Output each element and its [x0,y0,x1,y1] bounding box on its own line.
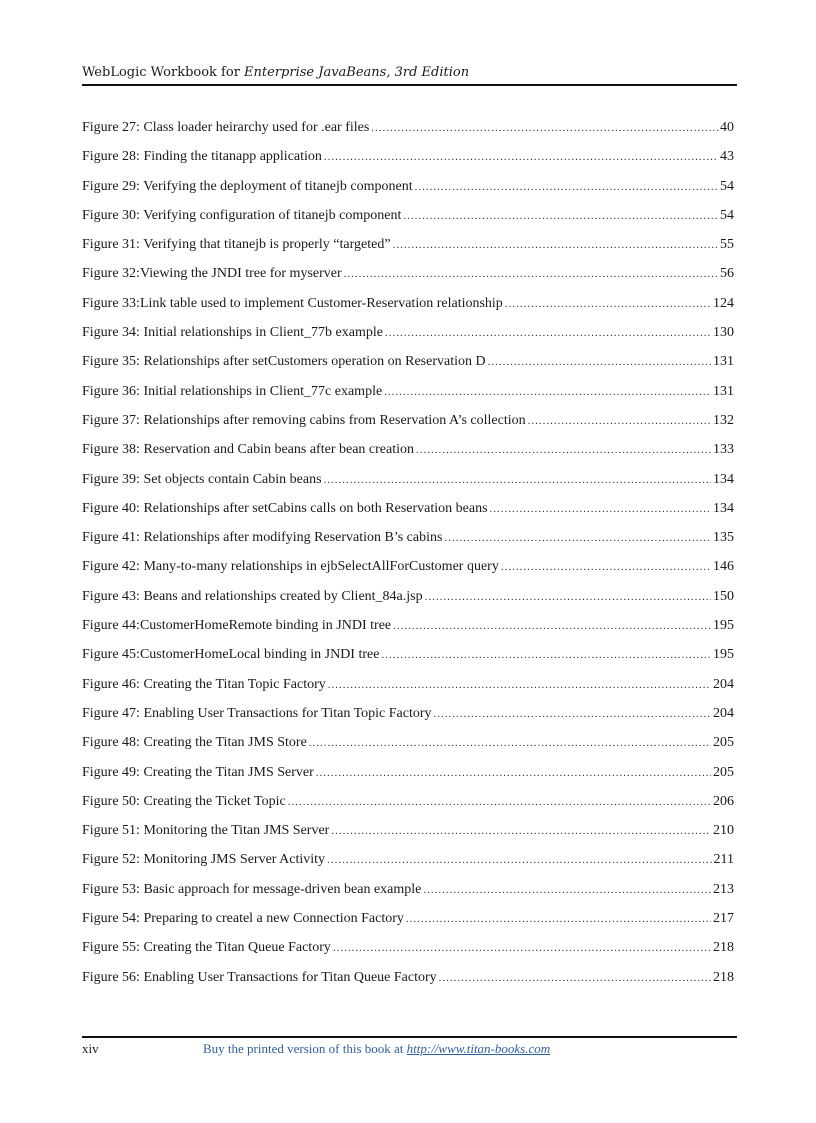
dot-leader [316,767,711,779]
toc-entry-page: 195 [713,618,734,634]
dot-leader [425,591,711,603]
toc-entry-label: Figure 45:CustomerHomeLocal binding in JNDI tree [82,647,380,663]
toc-entry-page: 40 [720,120,734,135]
toc-entry-label: Figure 38: Reservation and Cabin beans after bean creation [82,442,414,458]
toc-entry-label: Figure 32:Viewing the JNDI tree for myserver [82,266,342,282]
toc-entry-label: Figure 44:CustomerHomeRemote binding in JNDI tree [82,618,392,634]
dot-leader [415,181,718,193]
toc-entry[interactable] [82,296,734,325]
toc-entry-label: Figure 43: Beans and relationships created by Client_84a.jsp [82,588,423,604]
dot-leader [384,386,711,398]
toc-entry-label: Figure 28: Finding the titanapp application [82,149,322,165]
toc-entry-page: 206 [713,793,734,809]
dot-leader [309,737,711,749]
dot-leader [490,503,711,515]
toc-entry-label: Figure 40: Relationships after setCabins calls on both Reservation beans [82,500,488,516]
toc-entry-label: Figure 36: Initial relationships in Client_77c example [82,383,383,399]
dot-leader [423,884,711,896]
dot-leader [381,649,711,661]
dot-leader [327,854,711,866]
promo-text: Buy the printed version of this book at [203,1041,407,1056]
dot-leader [393,239,718,251]
toc-entry-page: 124 [713,295,734,311]
toc-entry-page: 210 [713,823,734,839]
toc-entry-label: Figure 46: Creating the Titan Topic Factory [82,676,326,692]
dot-leader [434,708,711,720]
toc-entry-page: 150 [713,588,734,604]
toc-entry-label: Figure 54: Preparing to createl a new Connection Factory [82,911,404,927]
toc-entry-page: 134 [713,500,734,516]
toc-entry[interactable] [82,266,734,295]
toc-entry-page: 55 [720,237,734,253]
toc-entry-page: 133 [713,442,734,458]
toc-entry-label: Figure 35: Relationships after setCustomers operation on Reservation D [82,354,486,370]
dot-leader [324,151,718,163]
dot-leader [444,532,711,544]
dot-leader [328,679,711,691]
toc-entry[interactable] [82,765,734,794]
toc-entry[interactable] [82,325,734,354]
header-book-title: Enterprise JavaBeans, 3rd Edition [244,65,470,80]
toc-entry-label: Figure 53: Basic approach for message-driven bean example [82,881,422,897]
toc-entry-label: Figure 49: Creating the Titan JMS Server [82,764,314,780]
dot-leader [333,942,711,954]
toc-entry[interactable] [82,384,734,413]
toc-entry-page: 204 [713,676,734,692]
toc-entry[interactable] [82,794,734,823]
toc-entry[interactable] [82,530,734,559]
toc-entry[interactable] [82,501,734,530]
dot-leader [439,972,711,984]
toc-entry[interactable] [82,735,734,764]
dot-leader [331,825,711,837]
toc-entry-page: 146 [713,559,734,575]
dot-leader [488,356,711,368]
toc-entry[interactable] [82,354,734,383]
toc-entry-page: 217 [713,911,734,927]
toc-entry[interactable] [82,618,734,647]
toc-entry-page: 218 [713,969,734,985]
page-number: xiv [82,1041,99,1056]
toc-entry-label: Figure 56: Enabling User Transactions for Titan Queue Factory [82,969,437,985]
toc-entry-label: Figure 33:Link table used to implement Customer-Reservation relationship [82,295,503,311]
toc-entry-label: Figure 47: Enabling User Transactions for Titan Topic Factory [82,705,432,721]
toc-entry[interactable] [82,149,734,178]
toc-entry-page: 213 [713,881,734,897]
toc-entry-page: 43 [720,149,734,165]
toc-entry[interactable] [82,413,734,442]
toc-entry-label: Figure 34: Initial relationships in Client_77b example [82,325,383,341]
toc-entry-page: 130 [713,325,734,341]
toc-entry[interactable] [82,120,734,149]
toc-entry[interactable] [82,911,734,940]
toc-entry-page: 195 [713,647,734,663]
toc-entry-page: 131 [713,354,734,370]
dot-leader [528,415,711,427]
toc-entry-label: Figure 50: Creating the Ticket Topic [82,793,286,809]
toc-entry[interactable] [82,472,734,501]
toc-entry-page: 134 [713,471,734,487]
dot-leader [406,913,711,925]
toc-entry-label: Figure 55: Creating the Titan Queue Factory [82,940,331,956]
toc-entry-label: Figure 30: Verifying configuration of titanejb component [82,207,402,223]
toc-entry-label: Figure 51: Monitoring the Titan JMS Server [82,823,330,839]
dot-leader [416,444,711,456]
toc-entry[interactable] [82,179,734,208]
titan-books-link[interactable]: http://www.titan-books.com [406,1041,551,1056]
toc-entry-label: Figure 29: Verifying the deployment of titanejb component [82,178,413,194]
toc-entry-label: Figure 37: Relationships after removing cabins from Reservation A’s collection [82,412,526,428]
toc-entry-page: 211 [713,852,734,868]
dot-leader [505,298,711,310]
toc-entry-page: 218 [713,940,734,956]
toc-entry-page: 54 [720,178,734,194]
toc-entry[interactable] [82,706,734,735]
toc-entry-page: 131 [713,383,734,399]
toc-entry-page: 204 [713,705,734,721]
toc-entry-label: Figure 52: Monitoring JMS Server Activity [82,852,326,868]
toc-entry[interactable] [82,208,734,237]
dot-leader [288,796,711,808]
toc-entry[interactable] [82,970,734,999]
toc-entry[interactable] [82,647,734,676]
promo-line [203,1040,550,1058]
dot-leader [344,268,718,280]
toc-entry[interactable] [82,677,734,706]
toc-entry-label: Figure 42: Many-to-many relationships in ejbSelectAllForCustomer query [82,559,499,575]
dot-leader [324,474,711,486]
footer-rule [82,1036,737,1038]
dot-leader [385,327,711,339]
toc-entry[interactable] [82,852,734,881]
toc-entry-page: 132 [713,412,734,428]
toc-entry-page: 54 [720,207,734,223]
dot-leader [403,210,718,222]
toc-entry-page: 205 [713,735,734,751]
dot-leader [371,122,718,134]
toc-entry-page: 56 [720,266,734,282]
toc-entry-page: 205 [713,764,734,780]
toc-entry[interactable] [82,940,734,969]
toc-entry-label: Figure 41: Relationships after modifying Reservation B’s cabins [82,530,443,546]
toc-entry[interactable] [82,882,734,911]
toc-entry[interactable] [82,442,734,471]
toc-entry-page: 135 [713,530,734,546]
toc-entry-label: Figure 48: Creating the Titan JMS Store [82,735,307,751]
running-header [82,64,737,82]
toc-entry[interactable] [82,559,734,588]
header-title: WebLogic Workbook for [82,65,245,80]
list-of-figures [82,120,734,999]
toc-entry-label: Figure 39: Set objects contain Cabin beans [82,471,322,487]
header-rule [82,84,737,86]
dot-leader [393,620,711,632]
dot-leader [501,561,711,573]
toc-entry-label: Figure 31: Verifying that titanejb is properly “targeted” [82,237,391,253]
toc-entry[interactable] [82,823,734,852]
toc-entry[interactable] [82,237,734,266]
toc-entry-label: Figure 27: Class loader heirarchy used for .ear files [82,120,370,135]
toc-entry[interactable] [82,589,734,618]
